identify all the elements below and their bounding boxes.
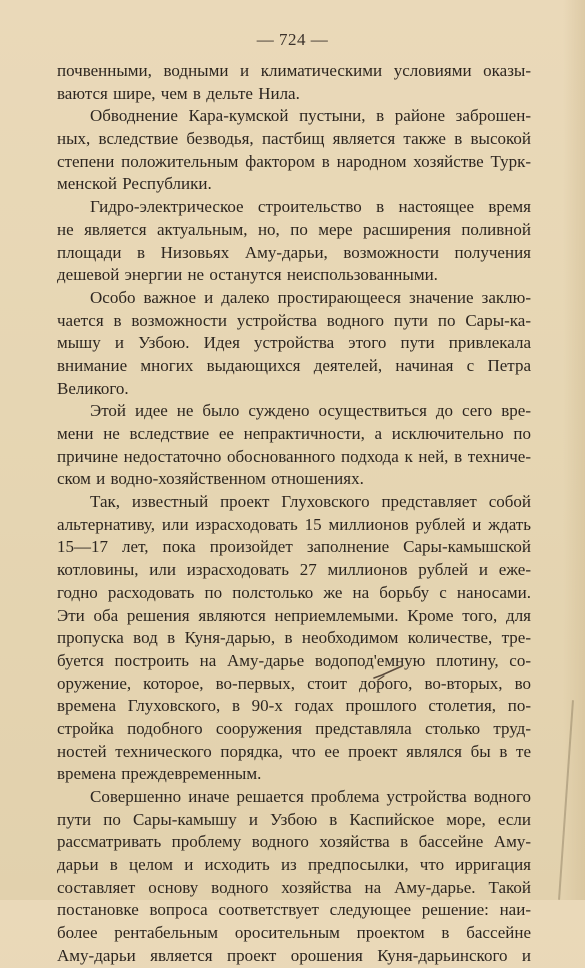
text-line: площади в Низовьях Аму-дарьи, возможности получения — [57, 242, 531, 262]
text-line: стройка подобного сооружения представляла столько труд- — [57, 718, 531, 738]
text-line: пропуска вод в Куня-дарью, в необходимом количестве, тре- — [57, 628, 531, 648]
text-line: буется построить на Аму-дарье водопод'емную плотину, со- — [57, 650, 531, 670]
text-line: составляет основу водного хозяйства на Аму-дарье. Такой — [57, 877, 531, 897]
text-line: мени не вследствие ее непрактичности, а исключительно по — [57, 424, 531, 443]
text-line: дарьи в целом и исходить из предпосылки, что ирригация — [57, 855, 531, 875]
text-line: ностей технического порядка, что ее проект являлся бы в те — [57, 741, 531, 761]
text-line: мышу и Узбою. Идея устройства этого пути привлекала — [57, 333, 531, 353]
text-line: ваются шире, чем в дельте Нила. — [57, 83, 300, 103]
text-line: 15—17 лет, пока произойдет заполнение Сары-камышской — [57, 537, 531, 557]
text-line: менской Республики. — [57, 174, 212, 194]
text-line: внимание многих выдающихся деятелей, начиная с Петра — [57, 355, 531, 375]
text-line: дешевой энергии не останутся неиспользованными. — [57, 265, 438, 285]
page-edge-shadow — [563, 0, 585, 900]
text-line: Гидро-электрическое строительство в настоящее время — [90, 197, 531, 217]
text-line: Аму-дарьи является проект орошения Куня-дарьинского и — [57, 945, 531, 965]
text-line: Эти оба решения являются неприемлемыми. Кроме того, для — [57, 605, 531, 625]
text-line: времена Глуховского, в 90-х годах прошлого столетия, по- — [57, 696, 531, 716]
text-line: Совершенно иначе решается проблема устройства водного — [90, 787, 531, 806]
text-line: ском и водно-хозяйственном отношениях. — [57, 469, 364, 489]
page-number: — 724 — — [256, 30, 329, 49]
text-line: степени положительным фактором в народном хозяйстве Турк- — [57, 151, 531, 171]
text-line: более рентабельным оросительным проектом в бассейне — [57, 923, 531, 943]
text-line: Так, известный проект Глуховского представляет собой — [90, 492, 531, 512]
text-line: времена преждевременным. — [57, 764, 262, 784]
text-line: Этой идее не было суждено осуществиться до сего вре- — [90, 401, 531, 421]
text-line: постановке вопроса соответствует следующее решение: наи- — [57, 900, 531, 920]
text-line: Великого. — [57, 378, 129, 398]
text-line: рассматривать проблему водного хозяйства в бассейне Аму- — [57, 832, 531, 852]
text-line: не является актуальным, но, по мере расширения поливной — [57, 219, 531, 239]
text-line: годно расходовать по полстолько же на борьбу с наносами. — [57, 582, 531, 602]
text-line: ных, вследствие безводья, пастбищ является также в высокой — [57, 129, 531, 149]
text-line: почвенными, водными и климатическими условиями оказы- — [57, 61, 531, 80]
text-line: Обводнение Кара-кумской пустыни, в районе заброшен- — [90, 106, 531, 126]
text-line: чается в возможности устройства водного пути по Сары-ка- — [57, 310, 531, 330]
body-text — [57, 60, 531, 968]
text-line: оружение, которое, во-первых, стоит дорого, во-вторых, во — [57, 673, 531, 693]
text-line: котловины, или израсходовать 27 миллионов рублей и еже- — [57, 560, 531, 580]
text-line: причине недостаточно обоснованного подхода к ней, в техниче- — [57, 446, 531, 466]
pencil-check-mark — [372, 664, 404, 682]
text-line: Особо важное и далеко простирающееся значение заклю- — [90, 287, 531, 307]
text-line: альтернативу, или израсходовать 15 миллионов рублей и ждать — [57, 514, 531, 534]
text-line: пути по Сары-камышу и Узбою в Каспийское море, если — [57, 809, 531, 829]
